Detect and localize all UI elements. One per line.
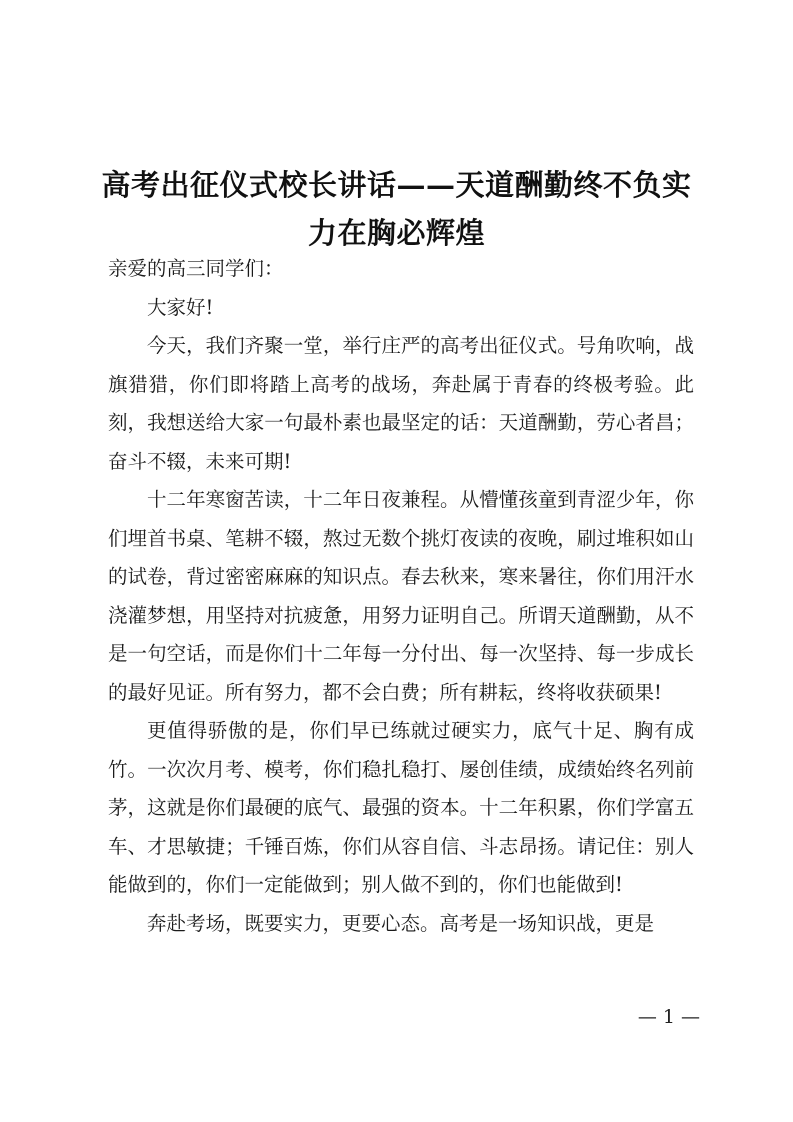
- paragraph-strength: 更值得骄傲的是，你们早已练就过硬实力，底气十足、胸有成竹。一次次月考、模考，你们稳扎稳打、屡创佳绩，成绩始终名列前茅，这就是你们最硬的底气、最强的资本。十二年积累，你们学富五车、才思敏捷；千锤百炼，你们从容自信、斗志昂扬。请记住：别人能做到的，你们一定能做到；别人做不到的，你们也能做到!: [108, 719, 694, 896]
- paragraph-greeting: 大家好!: [147, 295, 214, 319]
- salutation: 亲爱的高三同学们：: [108, 257, 284, 280]
- document-title: 高考出征仪式校长讲话——天道酬勤终不负实力在胸必辉煌: [101, 168, 692, 251]
- document-body: [108, 250, 694, 943]
- paragraph-hard-work: 十二年寒窗苦读，十二年日夜兼程。从懵懂孩童到青涩少年，你们埋首书桌、笔耕不辍，熬过无数个挑灯夜读的夜晚，刷过堆积如山的试卷，背过密密麻麻的知识点。春去秋来，寒来暑往，你们用汗水浇灌梦想，用坚持对抗疲惫，用努力证明自己。所谓天道酬勤，从不是一句空话，而是你们十二年每一分付出、每一次坚持、每一步成长的最好见证。所有努力，都不会白费；所有耕耘，终将收获硕果!: [108, 488, 694, 704]
- page-number: — 1 —: [637, 1006, 700, 1028]
- paragraph-ceremony: 今天，我们齐聚一堂，举行庄严的高考出征仪式。号角吹响，战旗猎猎，你们即将踏上高考的战场，奔赴属于青春的终极考验。此刻，我想送给大家一句最朴素也最坚定的话：天道酬勤，劳心者昌；奋斗不辍，未来可期!: [108, 334, 694, 473]
- paragraph-mindset: 奔赴考场，既要实力，更要心态。高考是一场知识战，更是: [147, 911, 655, 935]
